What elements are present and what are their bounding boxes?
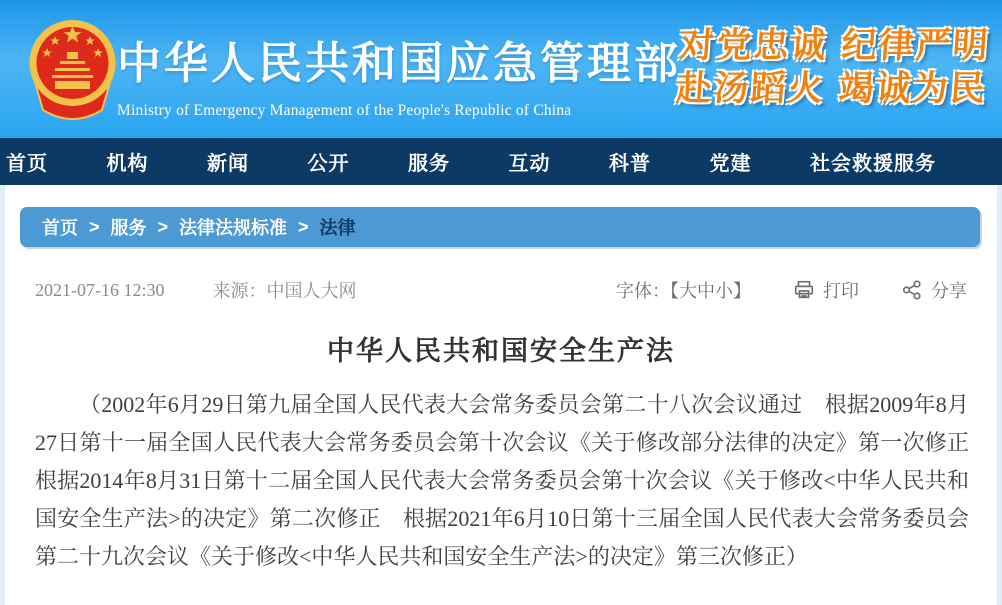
nav-item-news[interactable]: 新闻 <box>207 153 249 175</box>
printer-icon <box>793 279 815 301</box>
source-label: 来源： <box>212 281 267 301</box>
breadcrumb-services[interactable]: 服务 <box>110 218 147 238</box>
article-paragraph: （2002年6月29日第九届全国人民代表大会常务委员会第二十八次会议通过 根据2009年8月27日第十一届全国人民代表大会常务委员会第十次会议《关于修改部分法律的决定》第一次修正 根据2014年8月31日第十二届全国人民代表大会常务委员会第十次会议《关于修改<中华人民共和国安全生产法>的决定》第二次修正 根据2021年6月10日第十三届全国人民代表大会常务委员会第二十九次会议《关于修改<中华人民共和国安全生产法>的决定》第三次修正） <box>35 392 992 569</box>
header-titles <box>117 27 681 120</box>
breadcrumb-separator: > <box>89 216 100 237</box>
nav-item-science[interactable]: 科普 <box>609 153 651 175</box>
publish-date: 2021-07-16 12:30 <box>35 279 165 300</box>
font-bracket-close: 】 <box>733 281 751 301</box>
site-header <box>0 0 1002 138</box>
national-emblem-icon <box>24 16 121 122</box>
share-button[interactable] <box>901 277 967 303</box>
nav-item-organization[interactable]: 机构 <box>106 153 149 175</box>
breadcrumb-laws-regulations[interactable]: 法律法规标准 <box>179 218 288 238</box>
nav-item-party-building[interactable]: 党建 <box>709 153 752 175</box>
nav-item-disclosure[interactable]: 公开 <box>307 153 350 175</box>
breadcrumb-home[interactable]: 首页 <box>42 218 78 238</box>
site-subtitle-en: Ministry of Emergency Management of the People's Republic of China <box>117 102 572 119</box>
breadcrumb-separator: > <box>298 216 309 237</box>
font-bracket-open: 【 <box>670 281 679 301</box>
print-button[interactable] <box>793 277 859 303</box>
print-label: 打印 <box>823 281 859 301</box>
font-size-label: 字体： <box>616 281 670 301</box>
meta-left <box>35 277 357 303</box>
share-icon <box>901 279 923 301</box>
slogan-banner <box>675 24 991 110</box>
article-title: 中华人民共和国安全生产法 <box>327 336 675 366</box>
slogan-line-2: 赴汤蹈火 竭诚为民 <box>674 68 988 109</box>
meta-right <box>616 277 967 303</box>
font-size-small[interactable]: 小 <box>715 281 733 301</box>
breadcrumb-current: 法律 <box>319 218 356 238</box>
share-label: 分享 <box>931 281 967 301</box>
source <box>213 277 357 303</box>
nav-item-services[interactable]: 服务 <box>408 153 450 175</box>
article-meta-row <box>35 277 967 303</box>
main-nav <box>0 138 1002 185</box>
breadcrumb <box>20 207 980 247</box>
breadcrumb-separator: > <box>157 216 169 237</box>
site-title: 中华人民共和国应急管理部 <box>117 39 681 88</box>
source-value: 中国人大网 <box>266 281 357 301</box>
nav-item-social-rescue-services[interactable]: 社会救援服务 <box>810 153 936 175</box>
content-area <box>5 185 997 605</box>
font-size-medium[interactable]: 中 <box>697 281 715 301</box>
font-size-large[interactable]: 大 <box>679 281 697 301</box>
slogan-line-1: 对党忠诚 纪律严明 <box>677 25 991 66</box>
nav-item-home[interactable]: 首页 <box>6 153 48 175</box>
font-size-widget <box>616 277 751 303</box>
nav-item-interaction[interactable]: 互动 <box>508 153 551 175</box>
